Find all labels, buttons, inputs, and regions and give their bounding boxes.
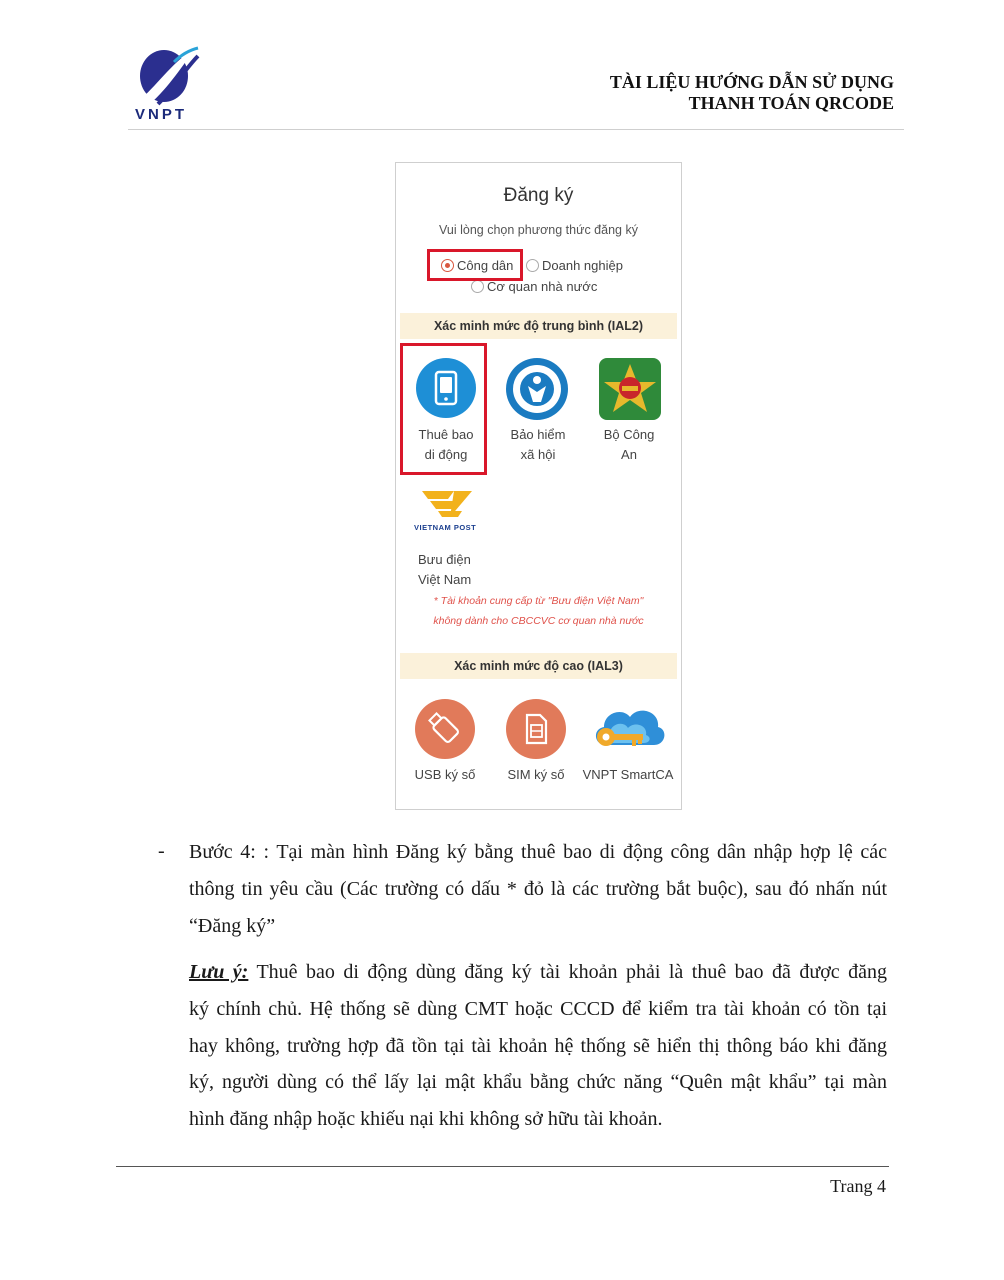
step-4-paragraph: [189, 834, 887, 944]
document-title-line-1: TÀI LIỆU HƯỚNG DẪN SỬ DỤNG: [609, 72, 894, 92]
radio-citizen-label: Công dân: [457, 258, 514, 273]
footer-divider: [116, 1166, 889, 1167]
ial3-section-header: Xác minh mức độ cao (IAL3): [400, 653, 677, 679]
sim-card-icon[interactable]: [506, 699, 566, 759]
document-title-line-2: THANH TOÁN QRCODE: [688, 93, 894, 113]
note-label: Lưu ý:: [189, 961, 249, 983]
vnpt-logo-text: VNPT: [135, 106, 188, 123]
document-title: [610, 72, 894, 114]
social-insurance-icon[interactable]: [506, 358, 568, 420]
screen-title: Đăng ký: [503, 185, 574, 206]
radio-state-agency-label: Cơ quan nhà nước: [487, 279, 598, 294]
method-label-vnpost: Bưu điện Việt Nam: [418, 552, 472, 587]
screen-subtitle: Vui lòng chọn phương thức đăng ký: [439, 223, 638, 237]
note-line-4: ký, người dùng có thể lấy lại mật khẩu bằng chức năng “Quên mật khẩu” tại màn: [189, 1071, 887, 1094]
note-line-1: Lưu ý: Thuê bao di động dùng đăng ký tài khoản phải là thuê bao đã được đăng: [189, 961, 888, 983]
method-label-police: Bộ Công An: [603, 427, 655, 462]
method-label-social-insurance: Bảo hiểm xã hội: [510, 427, 566, 462]
radio-unselected-icon: [471, 280, 484, 293]
step-4-line-3: “Đăng ký”: [189, 914, 276, 937]
method-label-mobile: Thuê bao di động: [418, 427, 474, 462]
vietnam-post-icon[interactable]: [414, 487, 478, 532]
note-paragraph: [189, 954, 887, 1138]
highlight-box-citizen: [427, 249, 523, 281]
radio-unselected-icon: [526, 259, 539, 272]
radio-business[interactable]: [526, 258, 623, 273]
ial2-section-header: Xác minh mức độ trung bình (IAL2): [400, 313, 677, 339]
registration-screenshot: [395, 162, 682, 810]
radio-business-label: Doanh nghiệp: [542, 258, 623, 273]
method-label-smartca: VNPT SmartCA: [582, 767, 674, 782]
list-bullet: -: [158, 840, 165, 862]
vnpost-note: * Tài khoản cung cấp từ "Bưu điện Việt Nam" không dành cho CBCCVC cơ quan nhà nước: [433, 595, 644, 627]
page-number: Trang 4: [830, 1176, 886, 1196]
note-line-5: hình đăng nhập hoặc khiếu nại khi không sở hữu tài khoản.: [189, 1108, 663, 1131]
step-4-line-1: Bước 4: : Tại màn hình Đăng ký bằng thuê bao di động công dân nhập hợp lệ các: [189, 841, 887, 863]
method-label-usb: USB ký số: [414, 767, 476, 782]
step-4-line-2: thông tin yêu cầu (Các trường có dấu * đỏ là các trường bắt buộc), sau đó nhấn nút: [189, 877, 887, 900]
usb-token-icon[interactable]: [415, 699, 475, 759]
highlight-box-mobile: [400, 343, 487, 475]
cloud-key-icon[interactable]: [588, 697, 668, 761]
police-emblem-icon[interactable]: [599, 358, 661, 420]
header-divider: [128, 129, 904, 130]
method-label-sim: SIM ký số: [507, 767, 565, 782]
note-line-3: hay không, trường hợp đã tồn tại tài khoản hệ thống sẽ hiển thị thông báo khi đăng: [189, 1034, 887, 1057]
vietnam-post-logo-text: VIETNAM POST: [414, 523, 477, 532]
radio-state-agency[interactable]: [471, 279, 597, 294]
note-line-2: ký chính chủ. Hệ thống sẽ dùng CMT hoặc CCCD để kiểm tra tài khoản có tồn tại: [189, 997, 887, 1020]
